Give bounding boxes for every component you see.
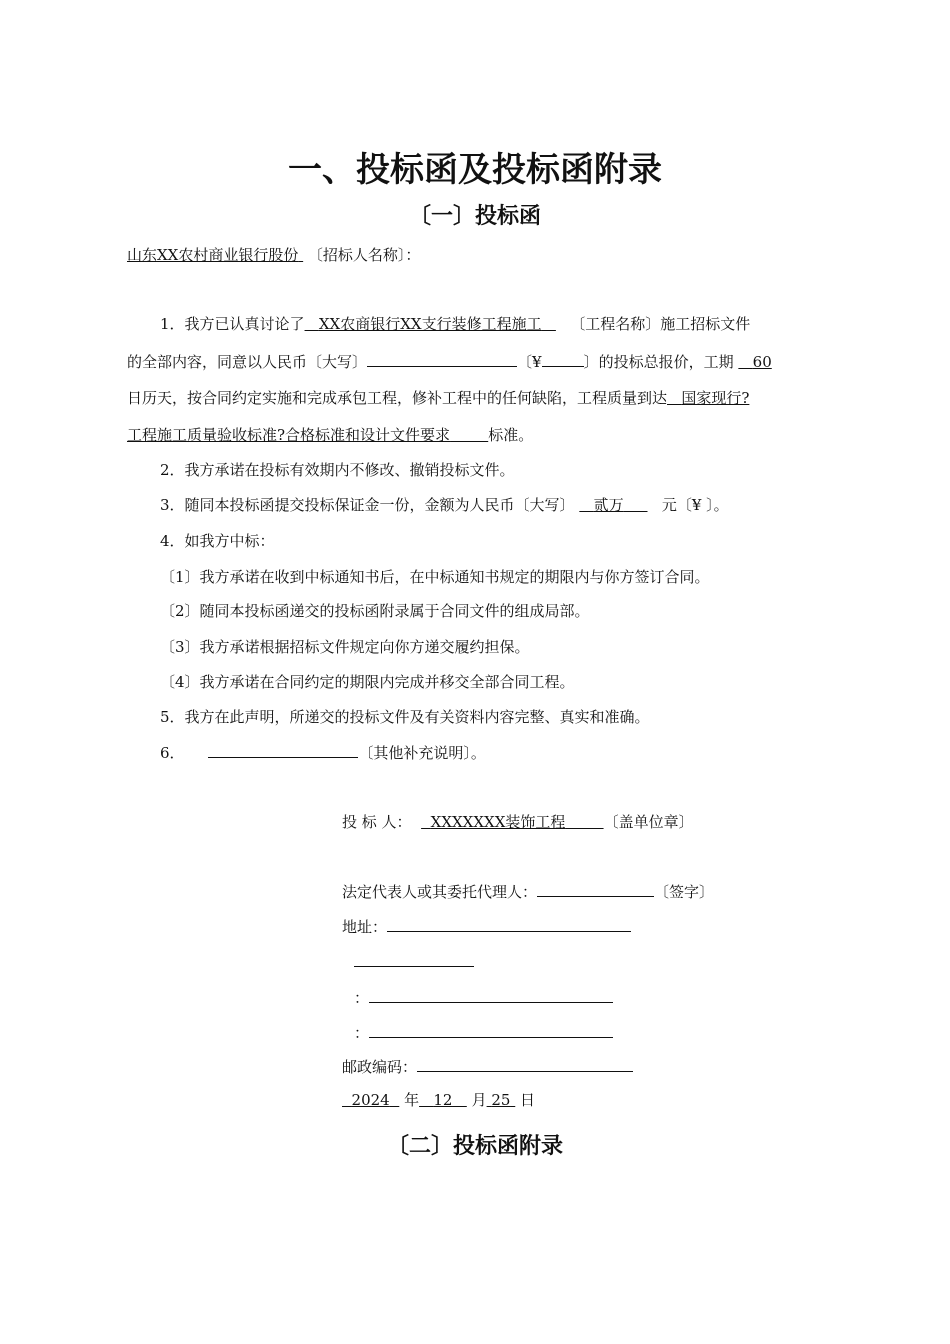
blank-field-1[interactable] bbox=[369, 986, 613, 1003]
address-line bbox=[342, 915, 631, 938]
price-label: 的全部内容，同意以人民币〔大写〕 bbox=[127, 353, 368, 371]
item1-line3 bbox=[127, 387, 749, 409]
blank-line-2 bbox=[354, 1021, 613, 1044]
representative-signature-field[interactable] bbox=[537, 880, 654, 897]
item3 bbox=[160, 494, 729, 516]
duration-label: 〕的投标总报价，工期 bbox=[583, 353, 734, 371]
blank-field-2[interactable] bbox=[369, 1021, 613, 1038]
date-year: 2024 bbox=[351, 1091, 390, 1109]
postal-line bbox=[342, 1055, 633, 1078]
postal-label: 邮政编码： bbox=[342, 1058, 418, 1076]
quality-label: 日历天，按合同约定实施和完成承包工程，修补工程中的任何缺陷，工程质量到达 bbox=[127, 389, 668, 407]
month-unit: 月 bbox=[471, 1091, 487, 1109]
item1-line2 bbox=[127, 350, 772, 373]
item4-sub-2: 〔2〕随同本投标函递交的投标函附录属于合同文件的组成局部。 bbox=[160, 602, 590, 620]
addressee-line bbox=[127, 244, 420, 266]
other-notes-label: 〔其他补充说明〕。 bbox=[358, 744, 486, 762]
other-notes-field[interactable] bbox=[208, 741, 358, 758]
address-field[interactable] bbox=[387, 915, 631, 932]
quality-standard-a: 国家现行? bbox=[681, 389, 750, 407]
addressee-name: 山东XX农村商业银行股份 bbox=[127, 246, 299, 264]
section-title-appendix: 〔二〕投标函附录 bbox=[386, 1134, 563, 1159]
item4-sub-1: 〔1〕我方承诺在收到中标通知书后，在中标通知书规定的期限内与你方签订合同。 bbox=[160, 568, 710, 586]
item4-sub-3: 〔3〕我方承诺根据招标文件规定向你方递交履约担保。 bbox=[160, 638, 530, 656]
blank-line-1 bbox=[354, 986, 613, 1009]
day-unit: 日 bbox=[520, 1091, 536, 1109]
price-words-field[interactable] bbox=[367, 350, 517, 367]
address-continuation bbox=[354, 950, 474, 973]
addressee-label: 〔招标人名称〕： bbox=[307, 246, 421, 264]
item6 bbox=[160, 741, 486, 764]
bidder-name: XXXXXXX装饰工程 bbox=[430, 813, 566, 831]
quality-suffix: 标准。 bbox=[488, 426, 534, 444]
project-name-label: 〔工程名称〕施工招标文件 bbox=[570, 315, 751, 333]
deposit-amount: 贰万 bbox=[593, 496, 624, 514]
year-unit: 年 bbox=[404, 1091, 420, 1109]
project-name: XX农商银行XX支行装修工程施工 bbox=[318, 315, 542, 333]
date-day: 25 bbox=[491, 1091, 511, 1109]
item4-sub-4: 〔4〕我方承诺在合同约定的期限内完成并移交全部合同工程。 bbox=[160, 673, 575, 691]
item2: 2．我方承诺在投标有效期内不修改、撤销投标文件。 bbox=[160, 461, 515, 479]
deposit-label: 3．随同本投标函提交投标保证金一份，金额为人民币〔大写〕 bbox=[160, 496, 575, 514]
item1-text: 1．我方已认真讨论了 bbox=[160, 315, 305, 333]
bidder-line bbox=[342, 811, 694, 833]
address-label: 地址： bbox=[342, 918, 388, 936]
colon-label-2: ： bbox=[354, 1024, 370, 1042]
price-number-field[interactable] bbox=[542, 350, 584, 367]
representative-label: 法定代表人或其委托代理人： bbox=[342, 883, 538, 901]
item5: 5．我方在此声明，所递交的投标文件及有关资料内容完整、真实和准确。 bbox=[160, 708, 650, 726]
item1-line1 bbox=[160, 313, 750, 335]
bidder-label: 投 标 人： bbox=[342, 813, 412, 831]
seal-label: 〔盖单位章〕 bbox=[603, 813, 694, 831]
signature-label: 〔签字〕 bbox=[654, 883, 715, 901]
date-month: 12 bbox=[433, 1091, 453, 1109]
representative-line bbox=[342, 880, 714, 903]
quality-standard-b: 工程施工质量验收标准?合格标准和设计文件要求 bbox=[127, 426, 451, 444]
section-title-bid-letter: 〔一〕投标函 bbox=[408, 204, 541, 229]
colon-label-1: ： bbox=[354, 989, 370, 1007]
postal-code-field[interactable] bbox=[417, 1055, 633, 1072]
price-symbol: 〔¥ bbox=[517, 353, 542, 371]
date-line bbox=[342, 1089, 535, 1111]
duration-days: 60 bbox=[752, 353, 772, 371]
item6-number: 6． bbox=[160, 744, 185, 762]
address-field-2[interactable] bbox=[354, 950, 474, 967]
page-title: 一、投标函及投标函附录 bbox=[288, 150, 662, 190]
item4: 4．如我方中标： bbox=[160, 532, 275, 550]
item1-line4 bbox=[127, 424, 533, 446]
deposit-suffix: 元〔¥ 〕。 bbox=[661, 496, 729, 514]
